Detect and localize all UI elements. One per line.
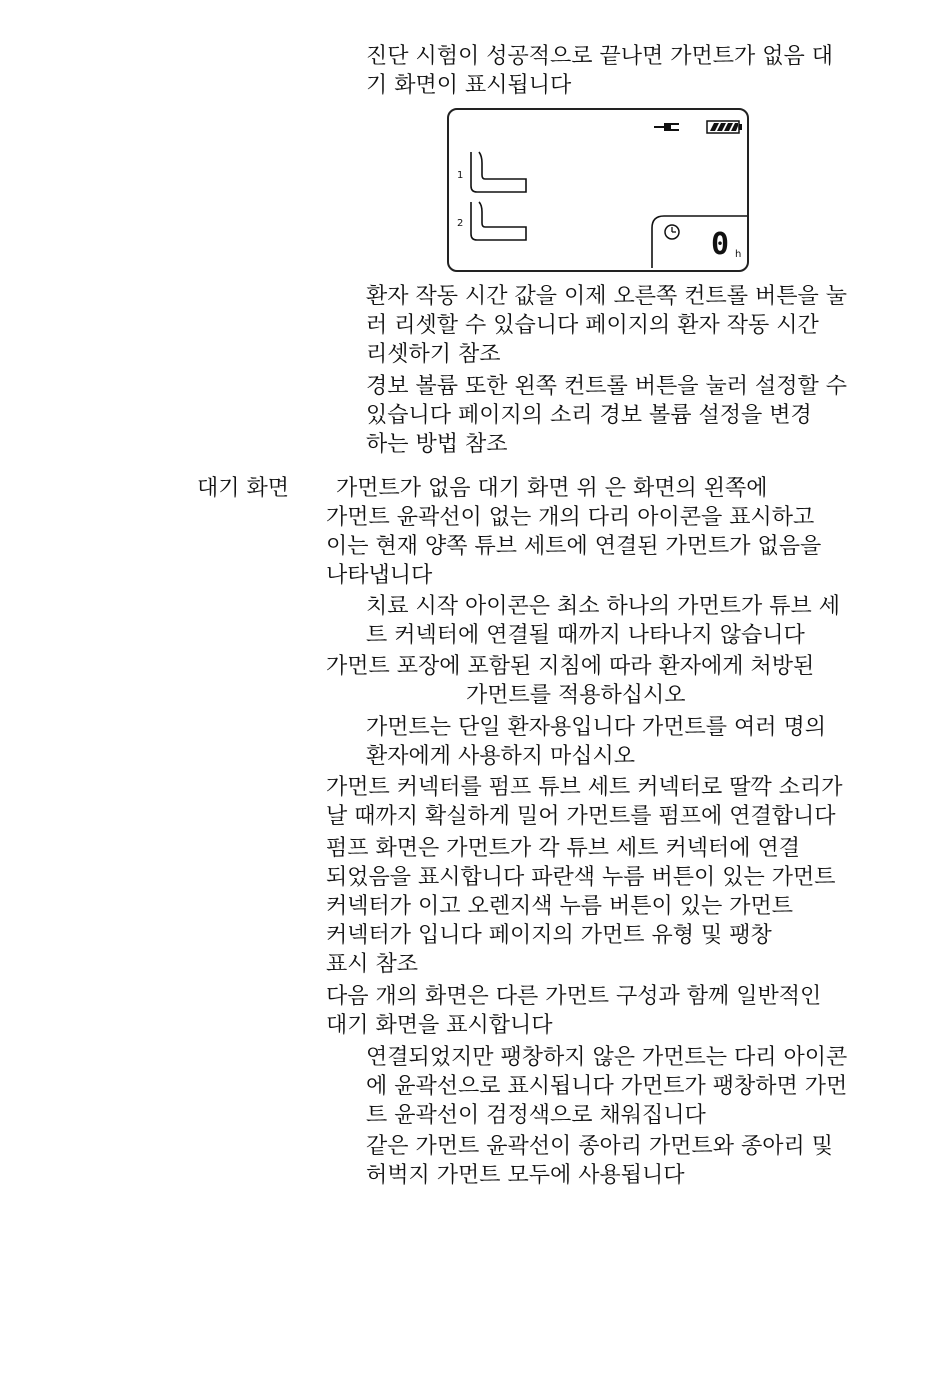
text-line: 연결되었지만 팽창하지 않은 가먼트는 다리 아이콘 bbox=[366, 1045, 848, 1070]
text-line: 환자 작동 시간 값을 이제 오른쪽 컨트롤 버튼을 눌 bbox=[366, 284, 847, 309]
apply-garment-instruction bbox=[326, 652, 814, 710]
text-line: 가먼트 커넥터를 펌프 튜브 세트 커넥터로 딸깍 소리가 bbox=[326, 775, 843, 800]
text-line: 트 커넥터에 연결될 때까지 나타나지 않습니다 bbox=[366, 623, 805, 648]
connect-garment-instruction bbox=[326, 773, 843, 831]
leg-outline-icon bbox=[471, 202, 526, 240]
leg-outline-icon bbox=[471, 152, 526, 192]
text-line: 하는 방법 참조 bbox=[366, 432, 508, 457]
text-line: 러 리셋할 수 있습니다 페이지의 환자 작동 시간 bbox=[366, 313, 819, 338]
text-line: 환자에게 사용하지 마십시오 bbox=[366, 744, 636, 769]
text-line: 가먼트 윤곽선이 없는 개의 다리 아이콘을 표시하고 bbox=[326, 505, 815, 530]
text-line: 펌프 화면은 가먼트가 각 튜브 세트 커넥터에 연결 bbox=[326, 836, 800, 861]
text-line: 가먼트를 적용하십시오 bbox=[466, 683, 686, 708]
hours-unit: h bbox=[735, 249, 742, 260]
channel-2-label: 2 bbox=[457, 218, 464, 229]
text-line: 리셋하기 참조 bbox=[366, 342, 501, 367]
clock-icon bbox=[665, 225, 679, 239]
lcd-graphics bbox=[449, 110, 747, 270]
hours-panel bbox=[652, 216, 747, 268]
text-line: 되었음을 표시합니다 파란색 누름 버튼이 있는 가먼트 bbox=[326, 865, 836, 890]
note-garment-outline bbox=[366, 1043, 847, 1130]
text-line: 가먼트 포장에 포함된 지침에 따라 환자에게 처방된 bbox=[326, 654, 815, 679]
text-line: 허벅지 가먼트 모두에 사용됩니다 bbox=[366, 1163, 685, 1188]
standby-screen-illustration bbox=[447, 108, 749, 272]
note-start-therapy-icon bbox=[366, 592, 840, 650]
text-line: 대기 화면을 표시합니다 bbox=[326, 1013, 553, 1038]
plug-icon bbox=[654, 123, 679, 131]
text-line: 이는 현재 양쪽 튜브 세트에 연결된 가먼트가 없음을 bbox=[326, 534, 822, 559]
hours-value: 0 bbox=[711, 227, 730, 262]
note-same-outline bbox=[366, 1132, 833, 1190]
text-line: 표시 참조 bbox=[326, 952, 419, 977]
text-line: 있습니다 페이지의 소리 경보 볼륨 설정을 변경 bbox=[366, 403, 812, 428]
text-line: 커넥터가 입니다 페이지의 가먼트 유형 및 팽창 bbox=[326, 923, 772, 948]
pump-screen-description bbox=[326, 834, 836, 979]
intro-paragraph bbox=[366, 42, 833, 100]
standby-description bbox=[326, 474, 821, 590]
text-line: 기 화면이 표시됩니다 bbox=[366, 73, 572, 98]
text-line: 날 때까지 확실하게 밀어 가먼트를 펌프에 연결합니다 bbox=[326, 804, 836, 829]
section-label: 대기 화면 bbox=[197, 476, 290, 501]
text-line: 경보 볼륨 또한 왼쪽 컨트롤 버튼을 눌러 설정할 수 bbox=[366, 374, 847, 399]
text-line: 같은 가먼트 윤곽선이 종아리 가먼트와 종아리 및 bbox=[366, 1134, 834, 1159]
text-line: 에 윤곽선으로 표시됩니다 가먼트가 팽창하면 가먼 bbox=[366, 1074, 848, 1099]
battery-icon bbox=[707, 121, 742, 133]
channel-1-label: 1 bbox=[457, 170, 464, 181]
text-line: 나타냅니다 bbox=[326, 563, 433, 588]
note-reset-operating-time bbox=[366, 282, 847, 369]
note-single-patient bbox=[366, 713, 826, 771]
text-line: 트 윤곽선이 검정색으로 채워집니다 bbox=[366, 1103, 706, 1128]
text-line: 커넥터가 이고 오렌지색 누름 버튼이 있는 가먼트 bbox=[326, 894, 794, 919]
following-screens-description bbox=[326, 982, 821, 1040]
note-alarm-volume bbox=[366, 372, 847, 459]
text-line: 진단 시험이 성공적으로 끝나면 가먼트가 없음 대 bbox=[366, 44, 834, 69]
text-line: 다음 개의 화면은 다른 가먼트 구성과 함께 일반적인 bbox=[326, 984, 822, 1009]
text-line: 가먼트는 단일 환자용입니다 가먼트를 여러 명의 bbox=[366, 715, 827, 740]
text-line: 치료 시작 아이콘은 최소 하나의 가먼트가 튜브 세 bbox=[366, 594, 840, 619]
text-line: 가먼트가 없음 대기 화면 위 은 화면의 왼쪽에 bbox=[336, 476, 768, 501]
